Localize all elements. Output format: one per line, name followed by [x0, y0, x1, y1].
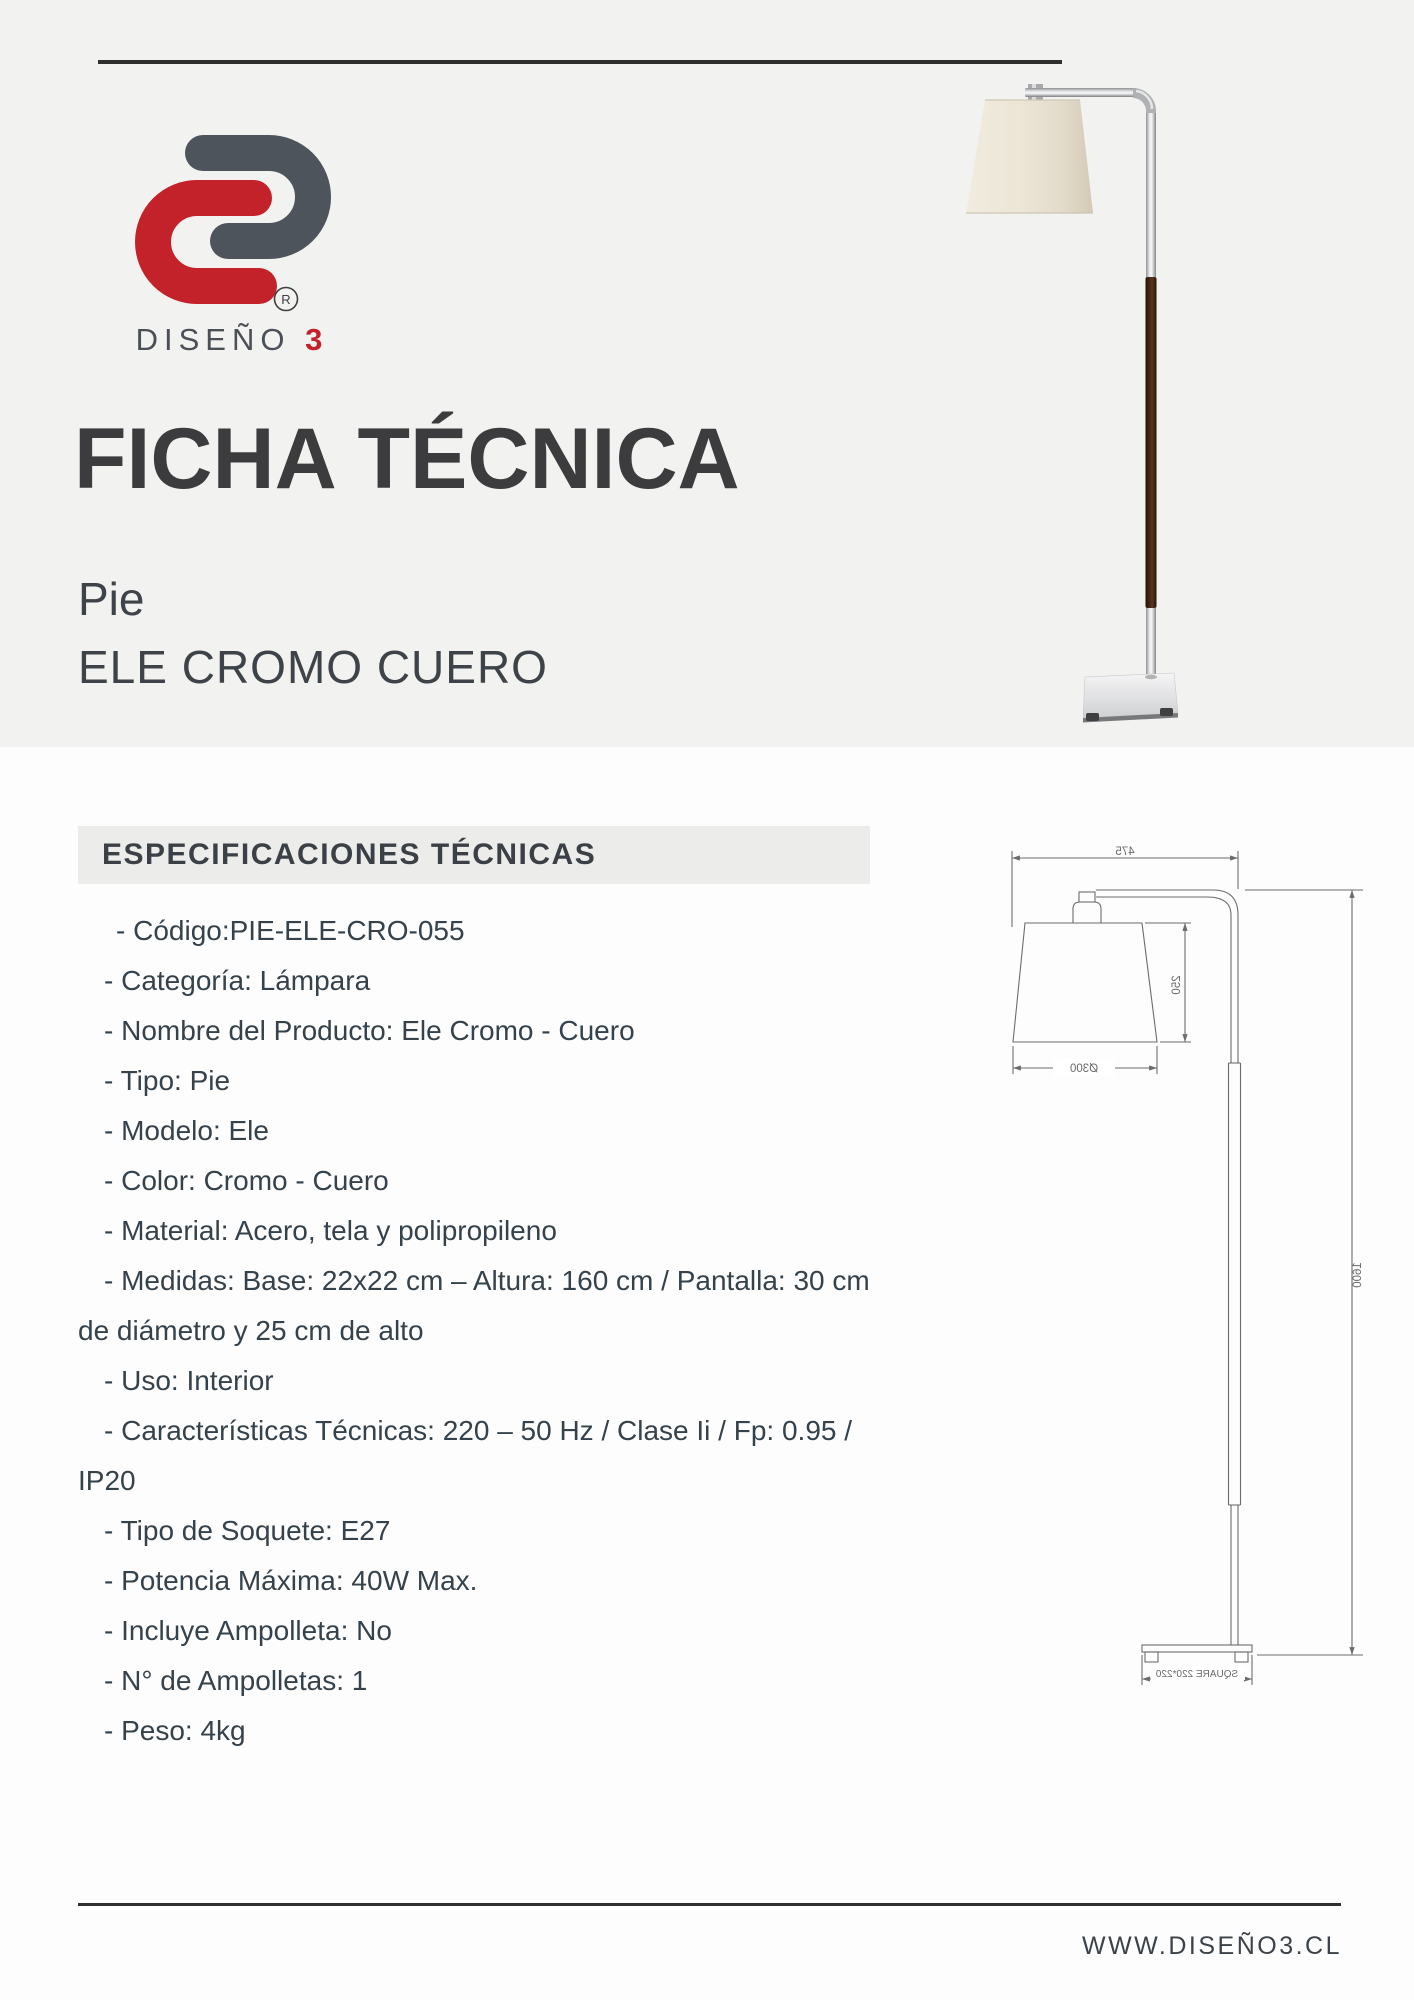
spec-line: - Material: Acero, tela y polipropileno: [104, 1215, 557, 1246]
brand-number: 3: [305, 322, 329, 357]
drawing-shade: [1013, 923, 1157, 1042]
product-type: Pie: [78, 573, 145, 625]
dim-diameter-label: Ø300: [1069, 1063, 1099, 1075]
lamp-arm-corner: [1133, 88, 1156, 117]
dim-width-label: 475: [1115, 846, 1135, 858]
spec-line: - Peso: 4kg: [104, 1715, 246, 1746]
lamp-pole-leather: [1146, 277, 1157, 608]
drawing-socket-cap: [1079, 892, 1095, 902]
drawing-arm-curve-inner: [1207, 897, 1231, 915]
spec-line: - Uso: Interior: [104, 1365, 274, 1396]
page-title: FICHA TÉCNICA: [74, 411, 740, 507]
lamp-pole-chrome-lower: [1146, 608, 1156, 675]
footer-rule: [78, 1903, 1341, 1906]
spec-line: - Potencia Máxima: 40W Max.: [104, 1565, 478, 1596]
lamp-arm: [1025, 88, 1137, 97]
dim-height-label: 1600: [1352, 1262, 1364, 1288]
spec-line: de diámetro y 25 cm de alto: [78, 1315, 424, 1346]
spec-line: - Color: Cromo - Cuero: [104, 1165, 389, 1196]
spec-line: - Tipo: Pie: [104, 1065, 231, 1096]
drawing-base-foot-right: [1235, 1652, 1248, 1662]
product-photo-floor-lamp: [800, 55, 1270, 755]
spec-line: - Incluye Ampolleta: No: [104, 1615, 392, 1646]
technical-drawing: [995, 845, 1370, 1690]
drawing-base-foot-left: [1145, 1652, 1158, 1662]
diseno3-logo-icon: [128, 118, 338, 318]
website-url: WWW.DISEÑO3.CL: [1081, 1932, 1342, 1960]
drawing-socket: [1073, 902, 1101, 923]
lamp-base-foot-right: [1160, 708, 1173, 716]
spec-line: - Tipo de Soquete: E27: [104, 1515, 391, 1546]
specs-heading: ESPECIFICACIONES TÉCNICAS: [102, 838, 597, 871]
spec-line: - N° de Ampolletas: 1: [104, 1665, 368, 1696]
brand-name: DISEÑO: [135, 322, 291, 357]
spec-list: [78, 906, 988, 1756]
drawing-base-plate: [1142, 1645, 1252, 1652]
registered-mark-letter: R: [281, 292, 291, 307]
lamp-pole-chrome-upper: [1146, 113, 1156, 277]
spec-line: - Características Técnicas: 220 – 50 Hz / Clase Ii / Fp: 0.95 /: [104, 1415, 853, 1446]
dim-base-label: SQUARE 220*220: [1155, 1669, 1239, 1680]
spec-line: - Medidas: Base: 22x22 cm – Altura: 160 cm / Pantalla: 30 cm: [104, 1265, 870, 1296]
spec-line: - Código:PIE-ELE-CRO-055: [116, 915, 465, 946]
product-name: ELE CROMO CUERO: [78, 641, 548, 693]
spec-line: IP20: [78, 1465, 136, 1496]
lamp-base-foot-left: [1086, 713, 1099, 721]
spec-line: - Modelo: Ele: [104, 1115, 269, 1146]
dim-shade-height-label: 250: [1171, 975, 1183, 995]
spec-line: - Categoría: Lámpara: [104, 965, 371, 996]
lamp-shade: [966, 100, 1093, 213]
brand-wordmark: [112, 322, 352, 358]
spec-line: - Nombre del Producto: Ele Cromo - Cuero: [104, 1015, 635, 1046]
specs-heading-bar: [78, 826, 870, 884]
lamp-base-pole-shadow: [1145, 675, 1157, 679]
